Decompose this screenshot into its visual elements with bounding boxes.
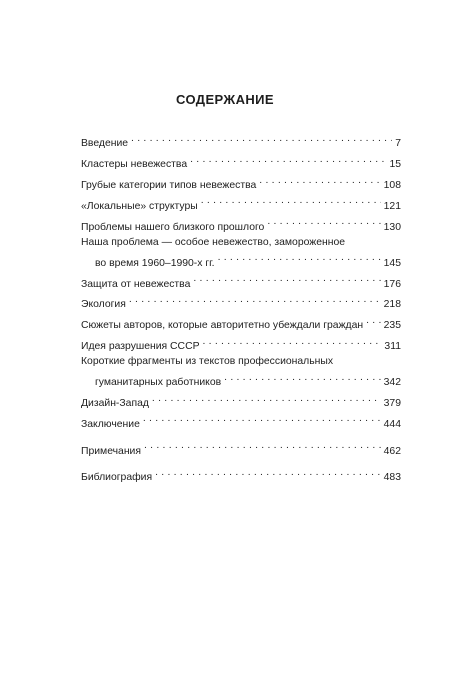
toc-entry-page: 235	[383, 320, 401, 332]
toc-entry-rough-categories	[81, 173, 401, 194]
toc-entry-label: Кластеры невежества	[81, 159, 188, 171]
toc-entry-page: 7	[395, 138, 401, 150]
toc-entry-clusters	[81, 152, 401, 173]
leader-dots	[366, 313, 381, 328]
toc-entry-page: 462	[383, 445, 401, 457]
toc-entry-label: Сюжеты авторов, которые авторитетно убеждали граждан	[81, 320, 364, 332]
toc-entry-label: Библиография	[81, 472, 153, 484]
page-title: СОДЕРЖАНИЕ	[176, 92, 274, 107]
toc-entry-label: «Локальные» структуры	[81, 200, 198, 212]
toc-entry-notes	[81, 438, 401, 459]
toc-entry-label-continuation: во время 1960–1990-х гг.	[95, 257, 215, 269]
toc-entry-label: Наша проблема — особое невежество, замороженное	[81, 236, 346, 248]
toc-entry-ecology	[81, 292, 401, 313]
leader-dots	[201, 193, 381, 208]
toc-entry-page: 121	[383, 200, 401, 212]
leader-dots	[267, 214, 380, 229]
leader-dots	[190, 152, 386, 167]
toc-entry-local-structures	[81, 193, 401, 214]
toc-entry-introduction	[81, 131, 401, 152]
toc-entry-page: 145	[383, 257, 401, 269]
toc-entry-our-problem-line1	[81, 235, 401, 250]
toc-entry-recent-past	[81, 214, 401, 235]
toc-entry-page: 176	[383, 278, 401, 290]
toc-entry-our-problem-line2	[81, 250, 401, 271]
toc-entry-design-west	[81, 391, 401, 412]
leader-dots	[224, 370, 381, 385]
toc-entry-page: 218	[383, 299, 401, 311]
toc-entry-page: 483	[383, 472, 401, 484]
toc-entry-label: Введение	[81, 138, 129, 150]
toc-entry-page: 311	[384, 340, 401, 352]
toc-entry-label: Заключение	[81, 418, 140, 430]
toc-entry-author-plots	[81, 313, 401, 334]
toc-entry-label: Примечания	[81, 445, 141, 457]
leader-dots	[129, 292, 381, 307]
toc-entry-page: 342	[383, 377, 401, 389]
leader-dots	[203, 334, 382, 349]
toc-entry-page: 15	[389, 159, 401, 171]
leader-dots	[143, 411, 381, 426]
toc-entry-label: Проблемы нашего близкого прошлого	[81, 221, 265, 233]
toc-entry-label: Идея разрушения СССР	[81, 340, 200, 352]
leader-dots	[259, 173, 380, 188]
toc-entry-label: Защита от невежества	[81, 278, 191, 290]
toc-entry-bibliography	[81, 465, 401, 486]
toc-entry-conclusion	[81, 411, 401, 432]
toc-entry-fragments-line2	[81, 370, 401, 391]
toc-entry-label-continuation: гуманитарных работников	[95, 377, 222, 389]
leader-dots	[144, 438, 381, 453]
toc-entry-page: 108	[383, 179, 401, 191]
leader-dots	[218, 250, 381, 265]
toc-entry-protection	[81, 271, 401, 292]
toc-entry-label: Короткие фрагменты из текстов профессиональных	[81, 356, 334, 368]
toc-entry-label: Дизайн-Запад	[81, 397, 149, 409]
toc-entry-page: 444	[383, 418, 401, 430]
toc-entry-page: 130	[383, 221, 401, 233]
toc-entry-fragments-line1	[81, 354, 401, 369]
table-of-contents	[81, 131, 401, 486]
toc-entry-page: 379	[383, 397, 401, 409]
toc-entry-ussr-idea	[81, 334, 401, 355]
toc-entry-label: Экология	[81, 299, 126, 311]
leader-dots	[193, 271, 380, 286]
leader-dots	[155, 465, 381, 480]
toc-entry-label: Грубые категории типов невежества	[81, 179, 257, 191]
leader-dots	[152, 391, 381, 406]
leader-dots	[131, 131, 392, 146]
